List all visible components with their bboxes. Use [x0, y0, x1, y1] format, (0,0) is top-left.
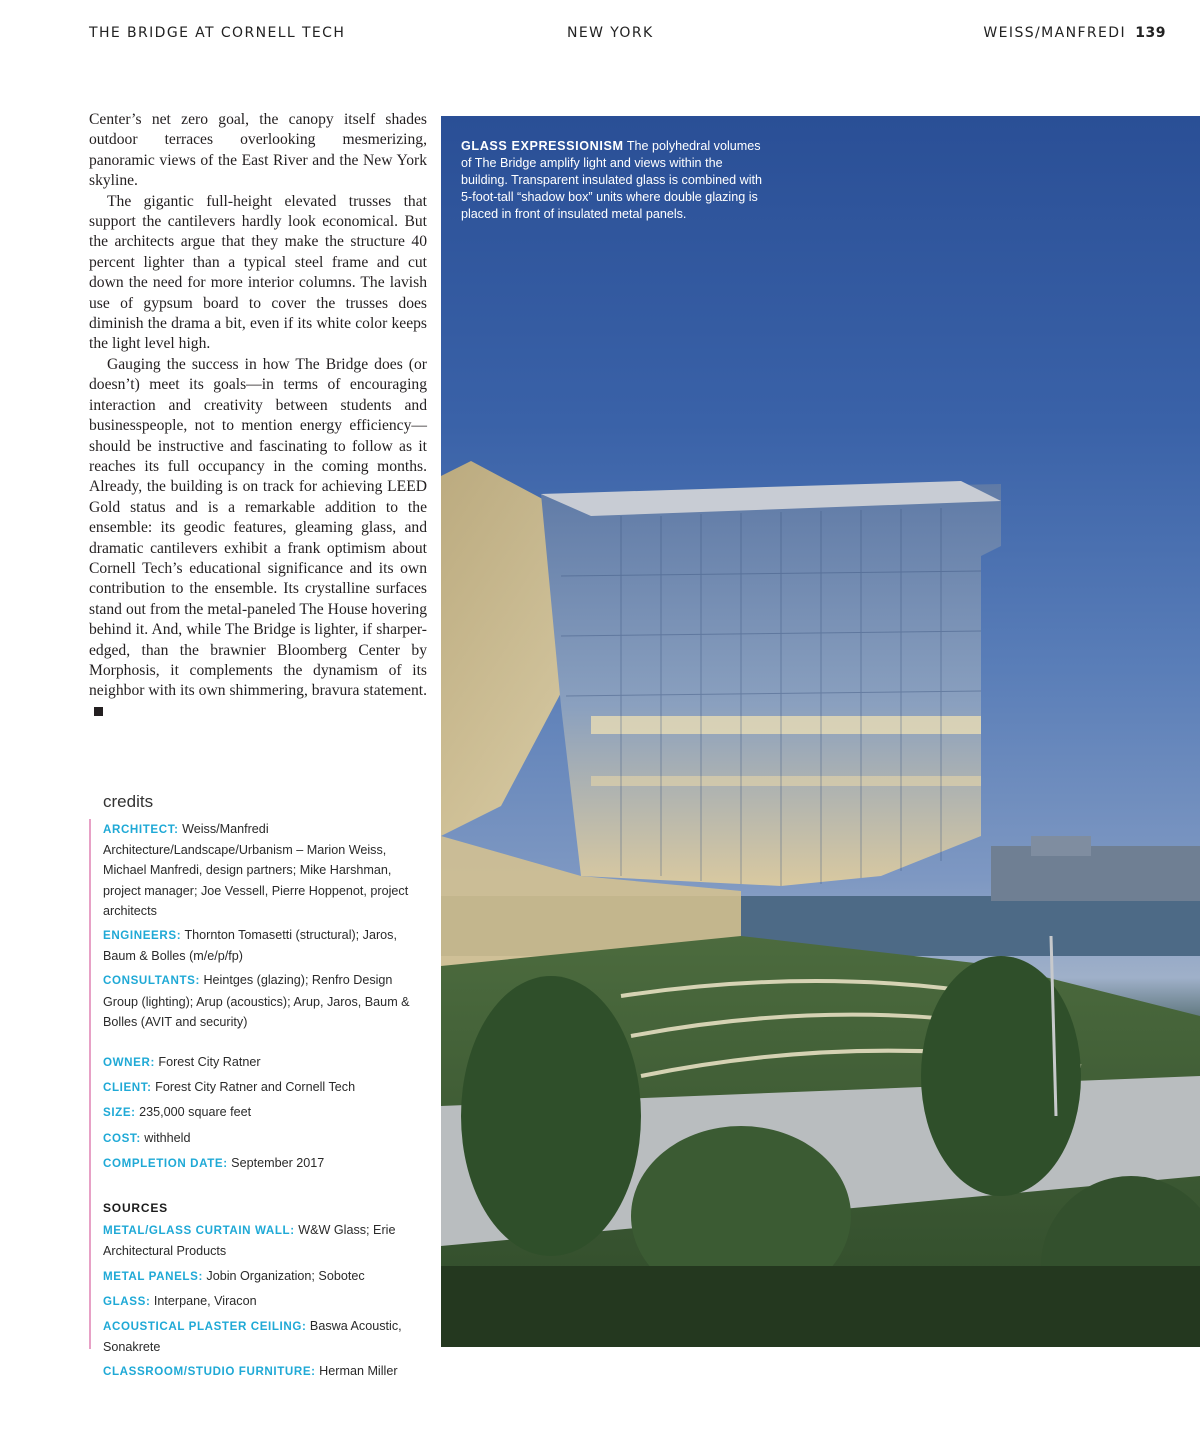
credit-entry [103, 819, 414, 921]
source-text: Herman Miller [319, 1364, 398, 1379]
credit-label: CLIENT: [103, 1081, 152, 1095]
credit-text: 235,000 square feet [139, 1105, 252, 1120]
photo-caption [461, 138, 771, 223]
location-label: NEW YORK [567, 25, 654, 41]
building-photo [441, 116, 1200, 1347]
credit-entry [103, 1128, 414, 1149]
credit-label: COMPLETION DATE: [103, 1156, 228, 1170]
credit-text: Heintges (glazing); Renfro Design Group (lighting); Arup (acoustics); Arup, Jaros, Baum & Bolles (AVIT and security) [103, 973, 410, 1029]
credit-entry [103, 1052, 414, 1073]
credit-text: Forest City Ratner [158, 1055, 261, 1070]
source-label: CLASSROOM/STUDIO FURNITURE: [103, 1365, 316, 1379]
credit-entry [103, 1077, 414, 1098]
credit-text: Thornton Tomasetti (structural); Jaros, Baum & Bolles (m/e/p/fp) [103, 928, 397, 964]
credit-label: ENGINEERS: [103, 929, 182, 943]
credit-label: ARCHITECT: [103, 823, 179, 836]
source-entry [103, 1316, 414, 1357]
cantilevered-glass-box [541, 484, 1001, 886]
source-label: METAL/GLASS CURTAIN WALL: [103, 1224, 295, 1238]
credit-text: September 2017 [231, 1155, 325, 1170]
section-title: THE BRIDGE AT CORNELL TECH [89, 25, 346, 41]
source-text: Baswa Acoustic, Sonakrete [103, 1319, 402, 1355]
credit-text: withheld [144, 1130, 191, 1145]
caption-label: GLASS EXPRESSIONISM [461, 139, 624, 153]
credit-label: SIZE: [103, 1106, 136, 1120]
credit-entry [103, 970, 414, 1032]
source-entry [103, 1220, 414, 1261]
source-label: ACOUSTICAL PLASTER CEILING: [103, 1320, 307, 1334]
source-label: GLASS: [103, 1294, 151, 1308]
article-paragraph-text: Gauging the success in how The Bridge does (or doesn’t) meet its goals—in terms of encouraging interaction and creativity between students and businesspeople, not to mention energy efficiency—should be instructive and fascinating to follow as it reaches its full occupancy in the coming months. Already, the building is on track for achieving LEED Gold status and is a remarkable addition to the ensemble: its geodic features, gleaming glass, and dramatic cantilevers exhibit a frank optimism about Cornell Tech’s educational significance and its own contribution to the ensemble. Its crystalline surfaces stand out from the metal-paneled The House hovering behind it. And, while The Bridge is lighter, if sharper-edged, than the brawnier Bloomberg Center by Morphosis, it complements the dynamism of its neighbor with its own shimmering, bravura statement. [89, 355, 427, 700]
source-text: Jobin Organization; Sobotec [206, 1268, 365, 1283]
source-entry [103, 1291, 414, 1312]
credits-title: credits [103, 792, 154, 811]
credit-text: Weiss/Manfredi Architecture/Landscape/Urbanism – Marion Weiss, Michael Manfredi, design partners; Mike Harshman, project manager; Joe Vessell, Pierre Hoppenot, project architects [103, 822, 409, 918]
running-header [89, 25, 1166, 45]
credits-box [89, 819, 414, 1379]
end-mark-icon [94, 707, 103, 716]
caption-text: The polyhedral volumes of The Bridge amplify light and views within the building. Transparent insulated glass is combined with 5-foot-tall “shadow box” units where double glazing is placed in front of insulated metal panels. [461, 139, 763, 221]
lit-floor-band [591, 716, 981, 734]
architect-label: WEISS/MANFREDI [983, 25, 1126, 41]
building-illustration [441, 116, 1200, 1347]
distant-buildings [991, 846, 1200, 901]
credit-label: CONSULTANTS: [103, 974, 200, 988]
source-text: Interpane, Viracon [153, 1293, 257, 1308]
foreground-shrubs [441, 1266, 1200, 1347]
source-entry [103, 1266, 414, 1287]
sources-heading: SOURCES [103, 1201, 168, 1216]
article-body [89, 110, 427, 722]
source-text: W&W Glass; Erie Architectural Products [103, 1223, 396, 1259]
page-number: 139 [1135, 25, 1166, 41]
credit-entry [103, 1153, 414, 1174]
article-paragraph: The gigantic full-height elevated trusses that support the cantilevers hardly look economical. But the architects argue that they make the structure 40 percent lighter than a typical steel frame and cut down the need for more interior columns. The lavish use of gypsum board to cover the trusses does diminish the drama a bit, even if its white color keeps the light level high. [89, 192, 427, 353]
credit-label: COST: [103, 1131, 141, 1145]
credit-text: Forest City Ratner and Cornell Tech [155, 1080, 356, 1095]
source-entry [103, 1361, 414, 1382]
credit-entry [103, 1102, 414, 1123]
source-label: METAL PANELS: [103, 1269, 203, 1283]
article-paragraph: Center’s net zero goal, the canopy itself shades outdoor terraces overlooking mesmerizing, panoramic views of the East River and the New York skyline. [89, 111, 427, 190]
credit-entry [103, 925, 414, 966]
article-paragraph [89, 355, 427, 722]
credit-label: OWNER: [103, 1056, 155, 1070]
